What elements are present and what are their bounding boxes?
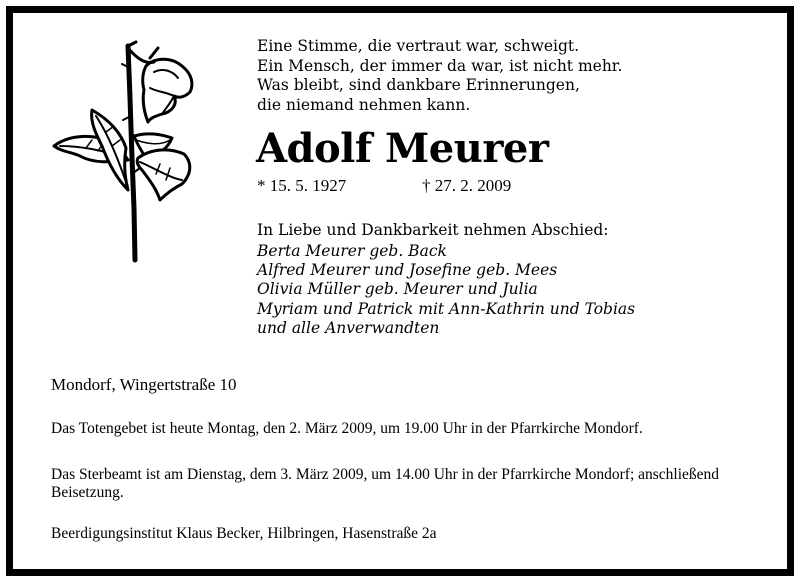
death-date: † 27. 2. 2009 <box>422 176 512 195</box>
prayer-service-info: Das Totengebet ist heute Montag, den 2. März 2009, um 19.00 Uhr in der Pfarrkirche Mondorf. <box>51 420 643 437</box>
family-address: Mondorf, Wingertstraße 10 <box>51 375 237 394</box>
mourner-line: und alle Anverwandten <box>257 318 440 337</box>
poem <box>257 37 622 115</box>
mourner-line: Alfred Meurer und Josefine geb. Mees <box>257 261 558 280</box>
poem-line: Was bleibt, sind dankbare Erinnerungen, <box>257 76 580 94</box>
poem-line: Ein Mensch, der immer da war, ist nicht mehr. <box>257 56 623 75</box>
poem-line: Eine Stimme, die vertraut war, schweigt. <box>257 37 580 55</box>
funeral-home-info: Beerdigungsinstitut Klaus Becker, Hilbringen, Hasenstraße 2a <box>51 525 437 542</box>
birth-date: * 15. 5. 1927 <box>257 176 347 195</box>
mourners-list <box>257 242 635 338</box>
mourner-line: Olivia Müller geb. Meurer und Julia <box>257 280 538 299</box>
mourner-line: Myriam und Patrick mit Ann-Kathrin und Tobias <box>257 299 636 318</box>
deceased-name: Adolf Meurer <box>256 125 549 172</box>
wilted-rose-icon <box>50 38 200 270</box>
mourners-intro: In Liebe und Dankbarkeit nehmen Abschied: <box>257 221 609 239</box>
mourner-line: Berta Meurer geb. Back <box>257 242 447 260</box>
life-dates <box>257 176 512 196</box>
poem-line: die niemand nehmen kann. <box>257 95 471 114</box>
funeral-mass-info: Das Sterbeamt ist am Dienstag, dem 3. März 2009, um 14.00 Uhr in der Pfarrkirche Mondorf; anschließend Beisetzung. <box>51 466 720 501</box>
